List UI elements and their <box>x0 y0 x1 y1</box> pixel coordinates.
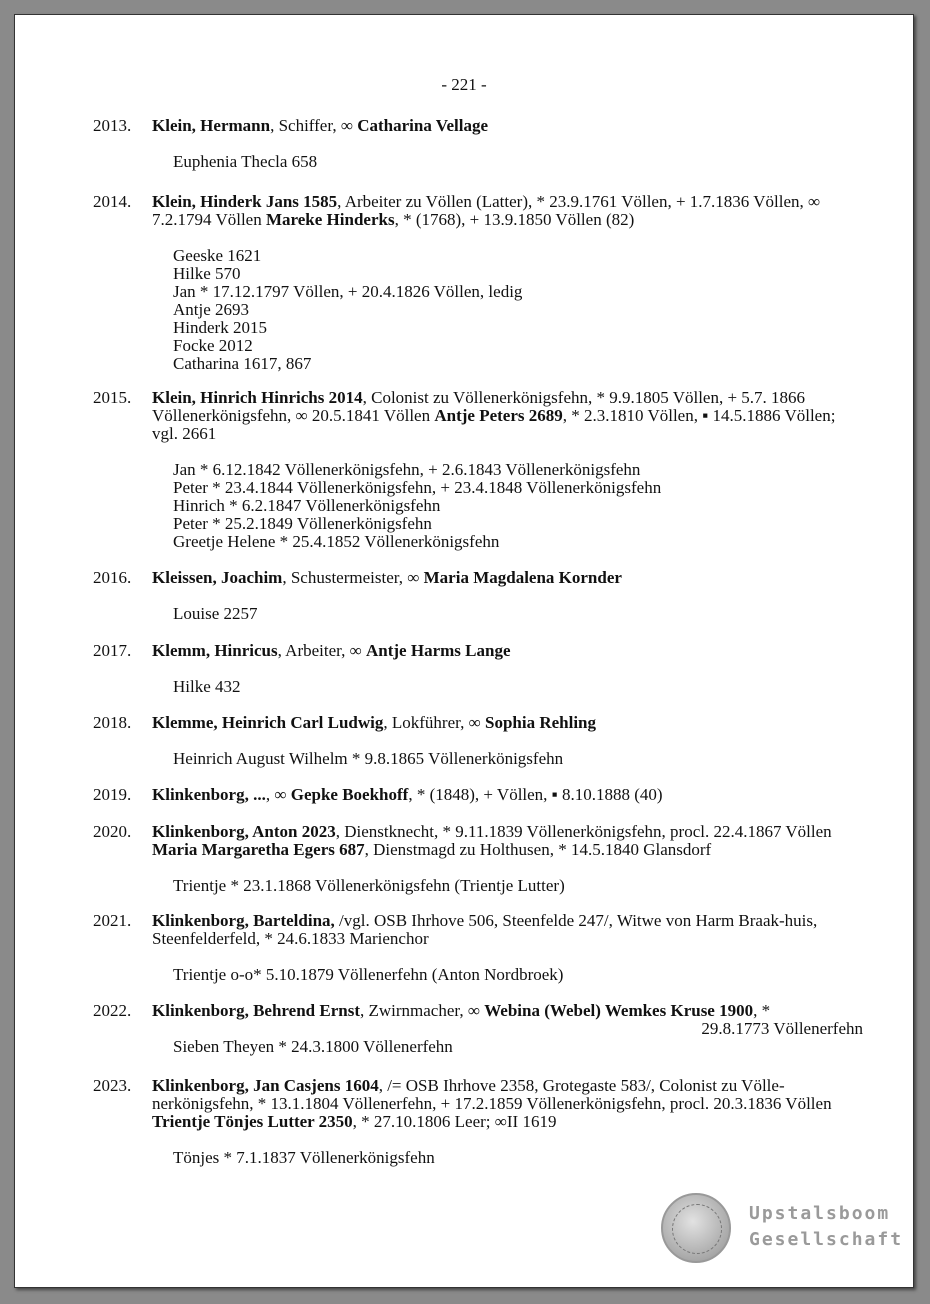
person-name: Klemme, Heinrich Carl Ludwig <box>152 713 384 732</box>
spouse-name: Antje Peters 2689 <box>434 406 563 425</box>
person-name: Klinkenborg, Anton 2023 <box>152 822 336 841</box>
spouse-name: Antje Harms Lange <box>366 641 511 660</box>
children-list <box>173 247 863 373</box>
child-item: Hinderk 2015 <box>173 318 267 337</box>
person-name: Klinkenborg, Behrend Ernst <box>152 1001 360 1020</box>
child-item: Euphenia Thecla 658 <box>173 152 318 171</box>
entry-header <box>152 642 863 660</box>
entry-header <box>152 117 863 135</box>
entry-number: 2020. <box>93 822 132 841</box>
child-item: Geeske 1621 <box>173 246 262 265</box>
entry-number: 2018. <box>93 713 132 732</box>
genealogy-entry <box>93 1002 863 1056</box>
entry-header <box>152 912 863 948</box>
entry-header <box>152 1002 863 1020</box>
children-list <box>173 1149 863 1167</box>
children-list <box>173 750 863 768</box>
spouse-name: Maria Margaretha Egers 687 <box>152 840 365 859</box>
genealogy-entry <box>93 642 863 696</box>
person-name: Klein, Hermann <box>152 116 271 135</box>
child-item: Greetje Helene * 25.4.1852 Völlenerkönigsfehn <box>173 532 500 551</box>
logo-line2: Gesellschaft <box>749 1229 904 1250</box>
person-name: Klein, Hinderk Jans 1585 <box>152 192 338 211</box>
children-list <box>173 605 863 623</box>
spouse-details: , * 2.3.1810 Völlen, ▪ 14.5.1886 Völlen; vgl. 2661 <box>152 406 836 443</box>
entry-header <box>152 193 863 229</box>
entry-header <box>152 1077 863 1131</box>
genealogy-entry <box>93 823 863 895</box>
entry-number: 2021. <box>93 911 132 930</box>
genealogy-entry <box>93 569 863 623</box>
children-list <box>173 966 863 984</box>
person-details: , Arbeiter zu Völlen (Latter), * 23.9.1761 Völlen, + 1.7.1836 Völlen, ∞ 7.2.1794 Völlen <box>152 192 821 229</box>
child-item: Sieben Theyen * 24.3.1800 Völlenerfehn <box>173 1037 453 1056</box>
page-number: - 221 - <box>441 75 487 94</box>
entry-number: 2017. <box>93 641 132 660</box>
child-item: Antje 2693 <box>173 300 250 319</box>
person-details: /vgl. OSB Ihrhove 506, Steenfelde 247/, Witwe von Harm Braak-huis, Steenfelderfeld, * 24.6.1833 Marienchor <box>152 911 818 948</box>
child-item: Hilke 570 <box>173 264 241 283</box>
children-list <box>173 461 863 551</box>
document-page <box>14 14 914 1288</box>
children-list <box>173 1038 863 1056</box>
genealogy-entry <box>93 117 863 171</box>
person-details: , Zwirnmacher, ∞ <box>359 1001 485 1020</box>
child-item: Tönjes * 7.1.1837 Völlenerkönigsfehn <box>173 1148 435 1167</box>
person-name: Klein, Hinrich Hinrichs 2014 <box>152 388 363 407</box>
spouse-name: Trientje Tönjes Lutter 2350 <box>152 1112 353 1131</box>
spouse-details: , * (1768), + 13.9.1850 Völlen (82) <box>394 210 635 229</box>
entry-number: 2022. <box>93 1001 132 1020</box>
spouse-details: , Dienstmagd zu Holthusen, * 14.5.1840 Glansdorf <box>364 840 712 859</box>
entry-tail: 29.8.1773 Völlenerfehn <box>701 1019 863 1038</box>
entry-header <box>152 569 863 587</box>
spouse-name: Webina (Webel) Wemkes Kruse 1900 <box>484 1001 754 1020</box>
entry-header <box>152 714 863 732</box>
genealogy-entry <box>93 1077 863 1167</box>
spouse-name: Sophia Rehling <box>484 713 596 732</box>
person-details: , Schustermeister, ∞ <box>282 568 424 587</box>
children-list <box>173 153 863 171</box>
spouse-name: Mareke Hinderks <box>265 210 395 229</box>
entry-header <box>152 786 863 804</box>
spouse-details: , * (1848), + Völlen, ▪ 8.10.1888 (40) <box>408 785 663 804</box>
person-name: Klemm, Hinricus <box>152 641 278 660</box>
genealogy-entry <box>93 912 863 984</box>
person-name: Klinkenborg, Barteldina, <box>152 911 335 930</box>
genealogy-entry <box>93 714 863 768</box>
logo-line1: Upstalsboom <box>749 1203 891 1224</box>
spouse-name: Catharina Vellage <box>357 116 489 135</box>
children-list <box>173 678 863 696</box>
child-item: Peter * 23.4.1844 Völlenerkönigsfehn, + 23.4.1848 Völlenerkönigsfehn <box>173 478 662 497</box>
child-item: Jan * 17.12.1797 Völlen, + 20.4.1826 Völlen, ledig <box>173 282 523 301</box>
person-name: Klinkenborg, Jan Casjens 1604 <box>152 1076 379 1095</box>
child-item: Louise 2257 <box>173 604 258 623</box>
entry-number: 2014. <box>93 192 132 211</box>
child-item: Trientje * 23.1.1868 Völlenerkönigsfehn (Trientje Lutter) <box>173 876 565 895</box>
person-details: , Dienstknecht, * 9.11.1839 Völlenerkönigsfehn, procl. 22.4.1867 Völlen <box>335 822 832 841</box>
genealogy-entry <box>93 786 863 804</box>
spouse-details: , * <box>753 1001 771 1020</box>
genealogy-entry <box>93 389 863 551</box>
entry-header <box>152 823 863 859</box>
child-item: Peter * 25.2.1849 Völlenerkönigsfehn <box>173 514 432 533</box>
person-details: , /= OSB Ihrhove 2358, Grotegaste 583/, Colonist zu Völle-nerkönigsfehn, * 13.1.1804 Völlenerfehn, + 17.2.1859 Völlenerkönigsfehn, procl. 20.3.1836 Völlen <box>152 1076 832 1113</box>
child-item: Hinrich * 6.2.1847 Völlenerkönigsfehn <box>173 496 441 515</box>
child-item: Jan * 6.12.1842 Völlenerkönigsfehn, + 2.6.1843 Völlenerkönigsfehn <box>173 460 641 479</box>
society-seal-icon <box>661 1193 731 1263</box>
child-item: Focke 2012 <box>173 336 253 355</box>
society-logo <box>749 1201 903 1253</box>
child-item: Catharina 1617, 867 <box>173 354 312 373</box>
person-name: Klinkenborg, ... <box>152 785 266 804</box>
genealogy-entry <box>93 193 863 373</box>
entry-number: 2023. <box>93 1076 132 1095</box>
person-details: , ∞ <box>265 785 291 804</box>
entry-number: 2019. <box>93 785 132 804</box>
child-item: Hilke 432 <box>173 677 241 696</box>
entry-header <box>152 389 863 443</box>
spouse-name: Gepke Boekhoff <box>290 785 409 804</box>
person-name: Kleissen, Joachim <box>152 568 283 587</box>
spouse-details: , * 27.10.1806 Leer; ∞II 1619 <box>352 1112 557 1131</box>
person-details: , Lokführer, ∞ <box>383 713 485 732</box>
entry-number: 2013. <box>93 116 132 135</box>
children-list <box>173 877 863 895</box>
person-details: , Arbeiter, ∞ <box>277 641 366 660</box>
entry-number: 2016. <box>93 568 132 587</box>
child-item: Trientje o-o* 5.10.1879 Völlenerfehn (Anton Nordbroek) <box>173 965 564 984</box>
person-details: , Schiffer, ∞ <box>270 116 358 135</box>
person-details: , Colonist zu Völlenerkönigsfehn, * 9.9.1805 Völlen, + 5.7. 1866 Völlenerkönigsfehn, ∞ 20.5.1841 Völlen <box>152 388 806 425</box>
entry-number: 2015. <box>93 388 132 407</box>
spouse-name: Maria Magdalena Kornder <box>423 568 622 587</box>
child-item: Heinrich August Wilhelm * 9.8.1865 Völlenerkönigsfehn <box>173 749 564 768</box>
